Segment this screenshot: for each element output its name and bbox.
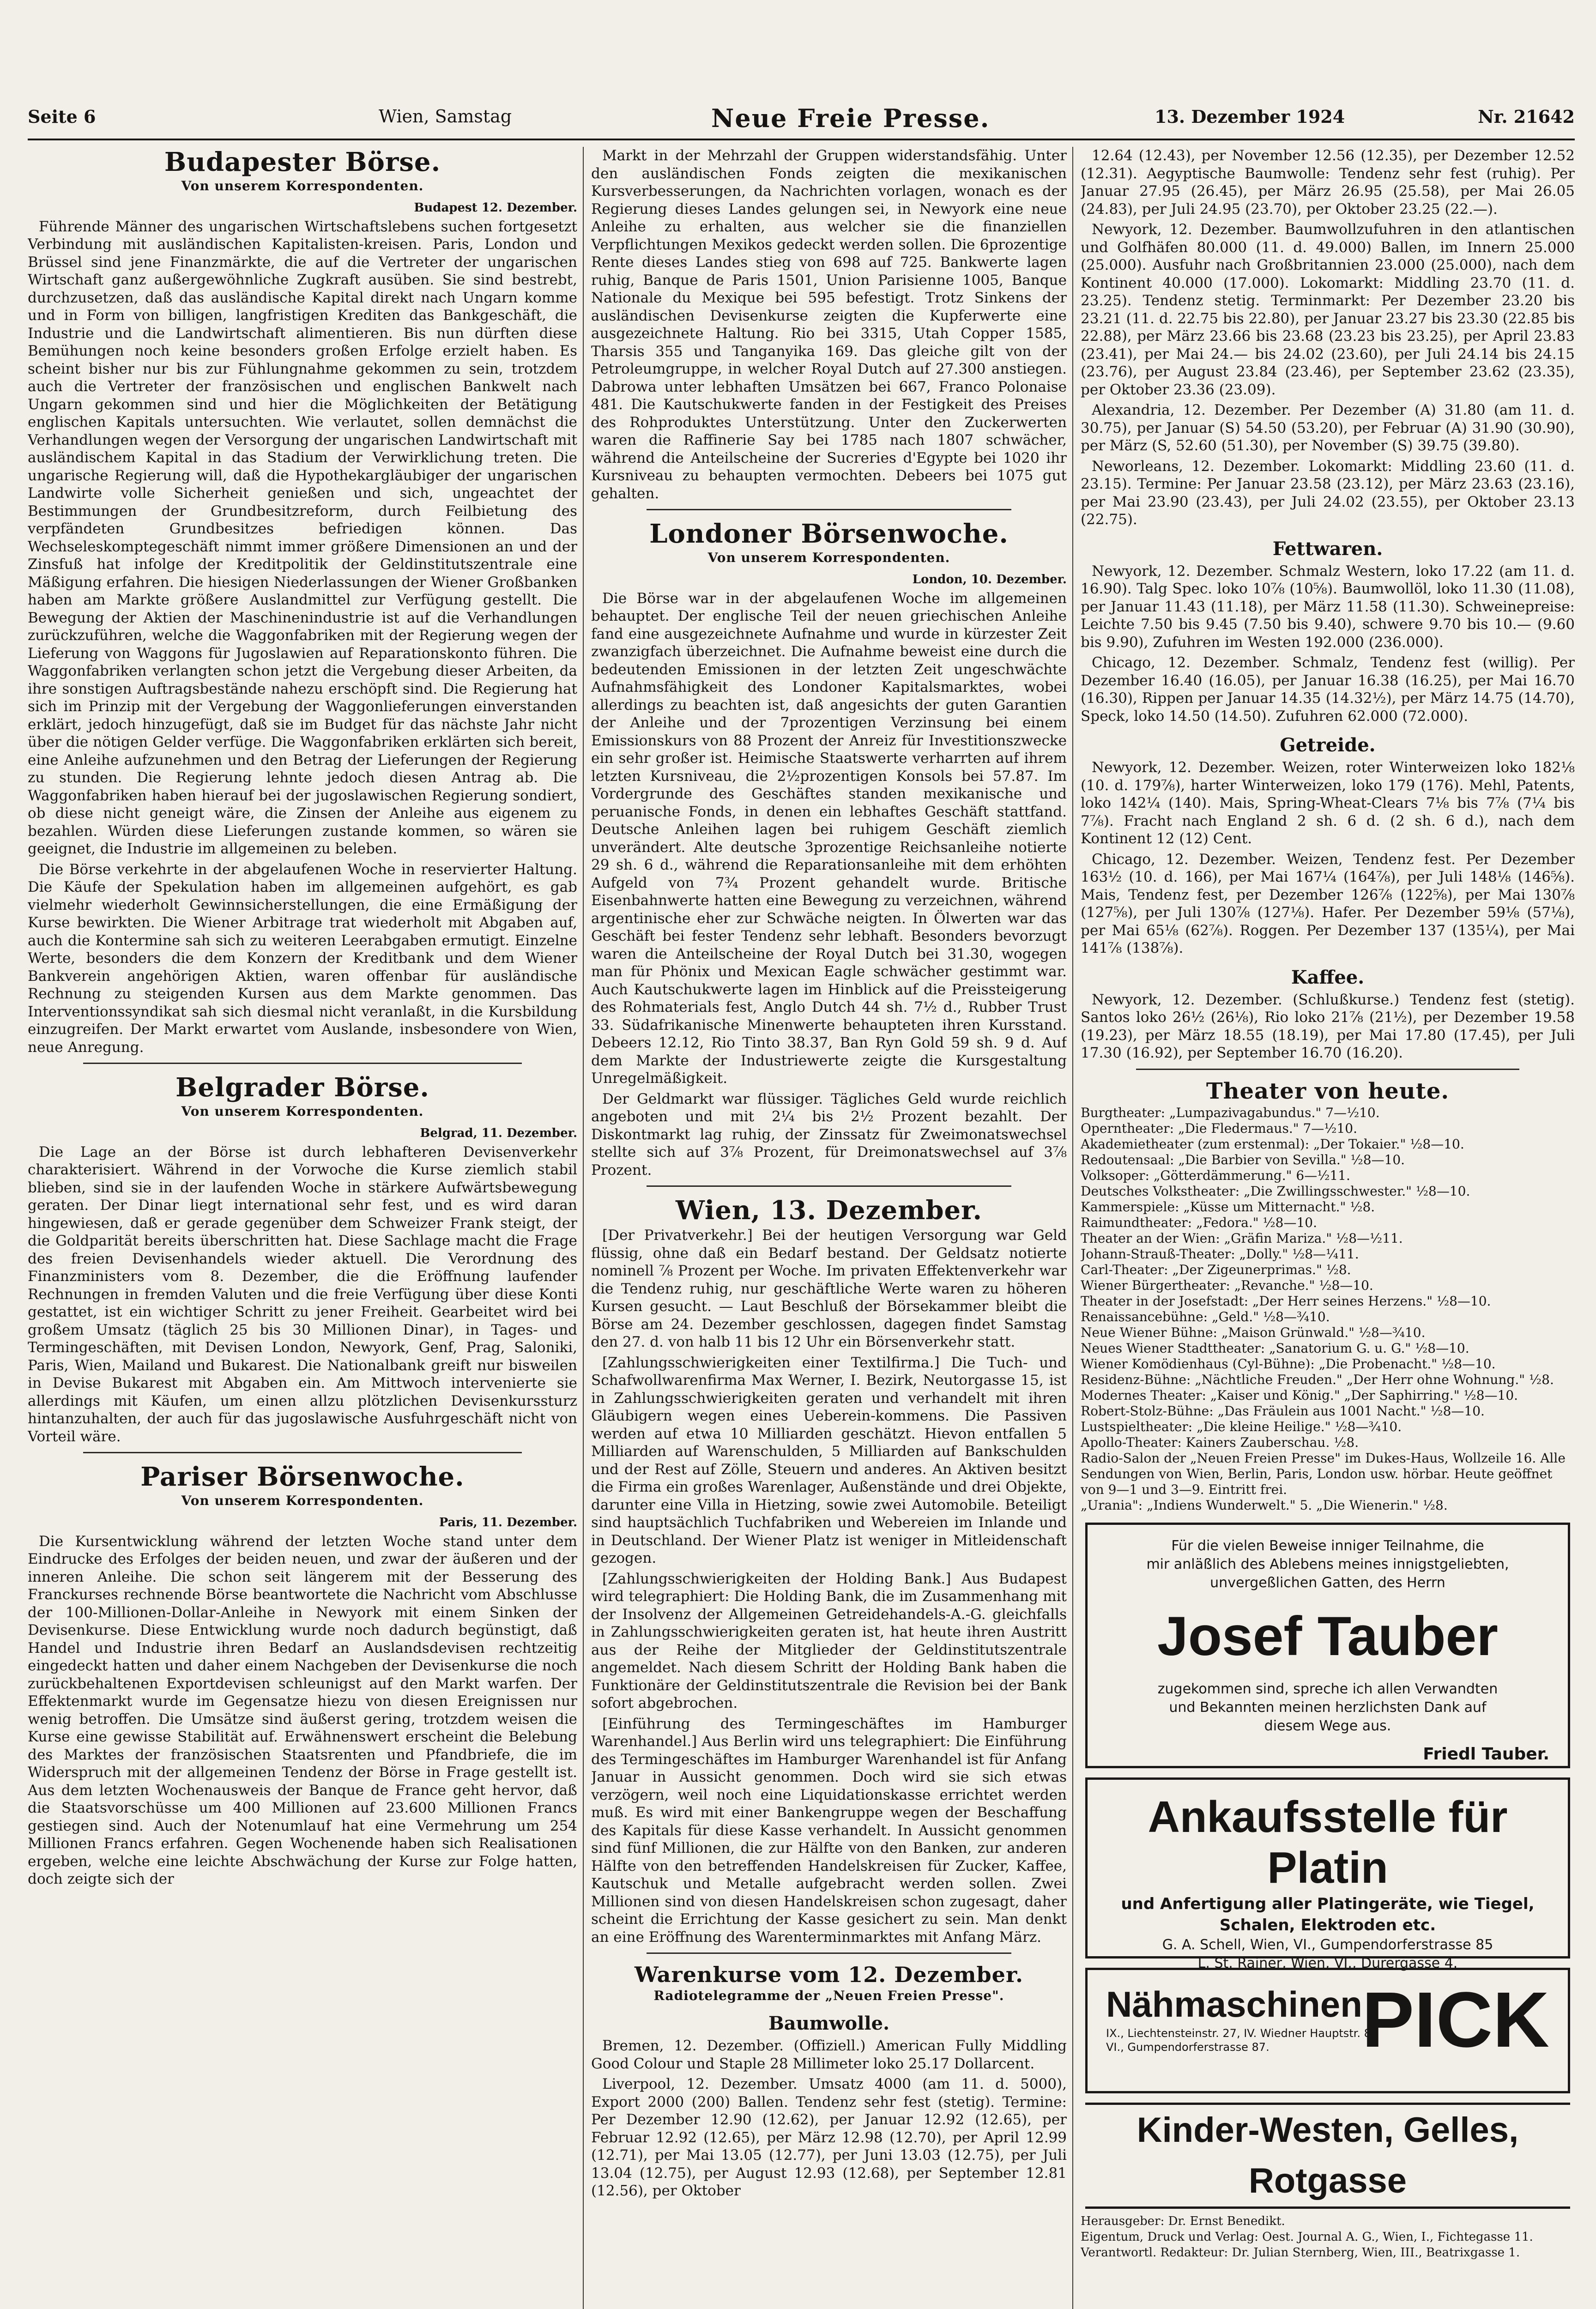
section-heading: Getreide. [1280,734,1376,756]
theater-entry: Deutsches Volkstheater: „Die Zwillingsschwester." ½8—10. [1081,1183,1470,1199]
separator [1136,1069,1519,1070]
ad-text: mir anläßlich des Ablebens meines innigstgeliebten, [1146,1556,1509,1572]
obituary-thanks-ad [1085,1523,1570,1768]
paragraph: Der Geldmarkt war flüssiger. Tägliches Geld wurde reichlich angeboten und mit 2¼ bis 2½ Prozent bezahlt. Der Diskontmarkt lag ruhig, der Zinssatz für Zweimonatswechsel stellte sich auf 3⅞ Prozent, für Dreimonatswechsel auf 3⅞ Prozent. [591,1090,1067,1179]
theater-entry: Modernes Theater: „Kaiser und König." „Der Saphirring." ½8—10. [1081,1387,1518,1403]
ad-name: Josef Tauber [1157,1605,1498,1667]
place-day: Wien, Samstag [379,106,512,127]
ad-text: zugekommen sind, spreche ich allen Verwandten [1157,1680,1498,1697]
issue-date: 13. Dezember 1924 [1155,106,1345,127]
ad-headline: Nähmaschinen [1106,1983,1362,2025]
ad-signature: Friedl Tauber. [1423,1744,1549,1764]
ad-brand: PICK [1361,1976,1549,2064]
belgrad-article [28,1072,577,1445]
theater-entry: Burgtheater: „Lumpazivagabundus." 7—½10. [1081,1105,1380,1120]
theater-entry: Raimundtheater: „Fedora." ½8—10. [1081,1215,1317,1230]
theater-entry: Volksoper: „Götterdämmerung." 6—½11. [1081,1167,1350,1183]
theater-entry: Lustspieltheater: „Die kleine Heilige." ½8—¾10. [1081,1419,1402,1434]
paragraph: Liverpool, 12. Dezember. Umsatz 4000 (am 11. d. 5000), Export 2000 (200) Ballen. Tendenz sehr fest (stetig). Termine: Per Dezember 12.90 (12.62), per Januar 12.92 (12.65), per Februar 12.92 (12.65), per März 12.98 (12.70), per April 12.99 (12.71), per Mai 13.05 (12.77), per Juni 13.03 (12.75), per Juli 13.04 (12.75), per August 12.93 (12.68), per September 12.81 (12.56), per Oktober [591,2076,1067,2199]
ad-address: IX., Liechtensteinstr. 27, IV. Wiedner Hauptstr. 8, [1106,2026,1375,2040]
paragraph: [Der Privatverkehr.] Bei der heutigen Versorgung war Geld flüssig, ohne daß ein Bedarf bestand. Der Geldsatz notierte nominell ⅞ Prozent per Woche. Im privaten Effektenverkehr war die Tendenz ruhig, nur geschäftliche Werte waren zu höheren Kursen gesucht. — Laut Beschluß der Börsekammer bleibt die Börse am 24. Dezember geschlossen, dagegen findet Samstag den 27. d. von halb 11 bis 12 Uhr ein Börsenverkehr statt. [591,1227,1067,1350]
ad-text: und Anfertigung aller Platingeräte, wie Tiegel, Schalen, Elektroden etc. [1121,1894,1535,1934]
paragraph: Newyork, 12. Dezember. Schmalz Western, loko 17.22 (am 11. d. 16.90). Talg Spec. loko 10⅞ (10⅝). Baumwollöl, loko 11.30 (11.08), per Januar 11.43 (11.18), per März 11.58 (11.30). Schweinepreise: Leichte 7.50 bis 9.45 (7.50 bis 9.40), schwere 9.70 bis 10.— (9.60 bis 9.90), Zufuhren im Westen 192.000 (236.000). [1081,562,1575,651]
theater-entry: Operntheater: „Die Fledermaus." 7—½10. [1081,1120,1357,1136]
theater-entry: Apollo-Theater: Kainers Zauberschau. ½8. [1081,1434,1359,1450]
paris-article [28,1462,577,1888]
paragraph: [Einführung des Termingeschäftes im Hamburger Warenhandel.] Aus Berlin wird uns telegraphiert: Die Einführung des Termingeschäftes im Hamburger Warenhandel ist für Anfang Januar in Aussicht genommen. Doch wird sie sich etwas verzögern, weil noch eine Liquidationskasse errichtet werden muß. Es wird mit einer Bankengruppe wegen der Beschaffung des Kapitals für diese Kasse verhandelt. In Aussicht genommen sind fünf Millionen, die zur Hälfte von den Banken, zur anderen Hälfte von den betreffenden Handelskreisen für Zucker, Kaffee, Kautschuk und Metalle aufgebracht werden sollen. Zwei Millionen sind von diesen Handelskreisen schon zugesagt, daher scheint die Errichtung der Kasse gesichert zu sein. Man denkt an eine Eröffnung des Warenterminmarktes mit Anfang März. [591,1715,1067,1946]
theater-entry: Carl-Theater: „Der Zigeunerprimas." ½8. [1081,1262,1351,1277]
imprint-line: Eigentum, Druck und Verlag: Oest. Journal A. G., Wien, I., Fichtegasse 11. [1081,2230,1533,2244]
paragraph-continued: Markt in der Mehrzahl der Gruppen widerstandsfähig. Unter den ausländischen Fonds zeigten die mexikanischen Kursverbesserungen, da Nachrichten vorlagen, wonach es der Regierung dieses Landes gelungen sei, in Newyork eine neue Anleihe zu erhalten, aus welcher sie die finanziellen Verpflichtungen Mexikos gedeckt werden sollen. Die 6prozentige Rente dieses Landes stieg von 698 auf 725. Bankwerte lagen ruhig, Banque de Paris 1501, Union Parisienne 1005, Banque Nationale du Mexique bei 595 befestigt. Trotz Sinkens der ausländischen Devisenkurse zeigten die Kupferwerte eine ausgezeichnete Haltung. Rio bei 3315, Utah Copper 1585, Tharsis 355 und Tanganyika 169. Das gleiche gilt von der Petroleumgruppe, in welcher Royal Dutch auf 27.300 anstiegen. Dabrowa unter lebhaften Umsätzen bei 667, Franco Polonaise 481. Die Kautschukwerte fanden in der Festigkeit des Preises des Rohproduktes Unterstützung. Unter den Zuckerwerten waren die Raffinerie Say bei 1785 nach 1807 schwächer, während die Anteilscheine der Sucreries d'Egypte bei 1020 ihr Kursniveau zu behaupten vermochten. Debeers bei 1075 gut gehalten. [591,147,1067,502]
theater-list [1081,1105,1575,1513]
ad-text: Für die vielen Beweise inniger Teilnahme, die [1171,1537,1484,1554]
article-subtitle: Von unserem Korrespondenten. [181,178,424,193]
separator [83,1452,522,1453]
paragraph: Chicago, 12. Dezember. Weizen, Tendenz fest. Per Dezember 163½ (10. d. 166), per Mai 167¼ (164⅞), per Juli 148⅛ (146⅝). Mais, Tendenz fest, per Dezember 126⅞ (122⅝), per Mai 130⅞ (127⅝), per Juli 130⅞ (127⅛). Hafer. Per Dezember 59⅛ (57⅛), per Mai 65⅛ (62⅞). Roggen. Per Dezember 137 (135¼), per Mai 141⅞ (138⅞). [1081,851,1575,956]
theater-entry: Wiener Komödienhaus (Cyl-Bühne): „Die Probenacht." ½8—10. [1081,1356,1496,1372]
theater-entry: Robert-Stolz-Bühne: „Das Fräulein aus 1001 Nacht." ½8—10. [1081,1403,1485,1419]
imprint-line: Verantwortl. Redakteur: Dr. Julian Sternberg, Wien, III., Beatrixgasse 1. [1081,2245,1520,2260]
theater-entry: Johann-Strauß-Theater: „Dolly." ½8—¼11. [1081,1246,1359,1262]
column-2 [591,147,1067,2309]
platin-ad [1085,1777,1570,1971]
paragraph: Alexandria, 12. Dezember. Per Dezember (A) 31.80 (am 11. d. 30.75), per Januar (S) 54.50 (53.20), per Februar (A) 31.90 (30.90), per März (S, 52.60 (51.30), per November (S) 39.75 (39.80). [1081,402,1575,454]
column-3 [1081,147,1575,2309]
theater-entry: Theater in der Josefstadt: „Der Herr seines Herzens." ½8—10. [1081,1293,1491,1309]
issue-number: Nr. 21642 [1478,106,1575,127]
imprint-line: Herausgeber: Dr. Ernst Benedikt. [1081,2214,1285,2228]
dateline: Budapest 12. Dezember. [414,201,577,215]
section-heading: Baumwolle. [768,2013,889,2034]
paragraph: Chicago, 12. Dezember. Schmalz, Tendenz fest (willig). Per Dezember 16.40 (16.05), per Januar 16.38 (16.25), per Mai 16.70 (16.30), Rippen per Januar 14.35 (14.32½), per März 14.75 (14.70), Speck, loko 14.50 (14.50). Zufuhren 62.000 (72.000). [1081,654,1575,725]
paragraph: Die Börse war in der abgelaufenen Woche im allgemeinen behauptet. Der englische Teil der neuen griechischen Anleihe fand eine ausgezeichnete Aufnahme und wurde in kürzester Zeit zwanzigfach überzeichnet. Die Aufnahme beweist eine durch die bedeutenden Emissionen in der letzten Zeit ungeschwächte Aufnahmsfähigkeit des Londoner Kapitalsmarktes, wobei allerdings zu beachten ist, daß angesichts der guten Garantien der Anleihe und der 7prozentigen Verzinsung bei einem Emissionskurs von 88 Prozent der Anreiz für Investitionszwecke ein sehr großer ist. Heimische Staatswerte verharrten auf ihrem letzten Kursniveau, die 2½prozentigen Konsols bei 57.87. Im Vordergrunde des Geschäftes standen mexikanische und peruanische Fonds, in denen ein lebhaftes Geschäft stattfand. Deutsche Anleihen lagen bei ruhigem Geschäft ziemlich unverändert. Alte deutsche 3prozentige Reichsanleihe notierte 29 sh. 6 d., während die Reparationsanleihe mit dem erhöhten Aufgeld von 7¾ Prozent gehandelt wurde. Britische Eisenbahnwerte hatten eine Bewegung zu verzeichnen, während argentinische eher zur Schwäche neigten. In Ölwerten war das Geschäft bei fester Tendenz sehr lebhaft. Besonders bevorzugt waren die Anteilscheine der Royal Dutch bei 31.30, wogegen man für Phönix und Mexican Eagle schwächer gestimmt war. Auch Kautschukwerte lagen im Hinblick auf die Preissteigerung des Rohmaterials fest, Anglo Dutch 44 sh. 7½ d., Rubber Trust 33. Südafrikanische Minenwerte behaupteten ihren Kursstand. Debeers 12.12, Rio Tinto 38.37, Ban Ryn Gold 59 sh. 9 d. Auf dem Markte der Industriewerte zeigte die Kursgestaltung Unregelmäßigkeit. [591,590,1067,1087]
paragraph: Bremen, 12. Dezember. (Offiziell.) American Fully Middling Good Colour und Staple 28 Millimeter loko 25.17 Dollarcent. [591,2037,1067,2072]
ad-text: und Bekannten meinen herzlichsten Dank auf [1169,1699,1487,1716]
theater-entry: Redoutensaal: „Die Barbier von Sevilla." ½8—10. [1081,1152,1405,1167]
dateline: London, 10. Dezember. [912,573,1067,586]
masthead [28,103,1575,134]
column-1 [28,147,577,2309]
kinder-westen-ad: Kinder-Westen, Gelles, Rotgasse [1085,2103,1570,2209]
separator [647,509,1011,510]
paragraph-continued: 12.64 (12.43), per November 12.56 (12.35), per Dezember 12.52 (12.31). Aegyptische Baumwolle: Tendenz sehr fest (ruhig). Per Januar 27.95 (26.45), per März 26.95 (25.58), per Mai 26.05 (24.83), per Juli 24.95 (23.70), per Oktober 23.25 (22.—). [1081,147,1575,218]
ad-headline: Ankaufsstelle für Platin [1148,1792,1508,1892]
article-title: Warenkurse vom 12. Dezember. [635,1962,1023,1987]
separator [647,1185,1011,1187]
theater-entry: Neue Wiener Bühne: „Maison Grünwald." ½8—¾10. [1081,1324,1426,1340]
ad-text: diesem Wege aus. [1264,1717,1391,1734]
masthead-rule [28,139,1575,140]
article-title: Wien, 13. Dezember. [676,1195,982,1226]
paragraph: Führende Männer des ungarischen Wirtschaftslebens suchen fortgesetzt Verbindung mit ausländischen Kapitalisten-kreisen. Paris, London und Brüssel sind jene Finanzmärkte, die auf die Vertreter der ungarischen Wirtschaft ganz außergewöhnliche Zugkraft ausüben. Sie sind bestrebt, durchzusetzen, daß das ausländische Kapital direkt nach Ungarn komme und in Form von billigen, langfristigen Krediten das Bankgeschäft, die Industrie und die Landwirtschaft alimentieren. Bis nun dürften diese Bemühungen noch keine besonders großen Erfolge erzielt haben. Es scheint bisher nur bis zur Fühlungnahme gekommen zu sein, trotzdem auch die Vertreter der französischen und englischen Bankwelt nach Ungarn gekommen sind und hier die Möglichkeiten der Betätigung englischen Kapitals untersuchten. Wie verlautet, sollen demnächst die Verhandlungen wegen der Versorgung der ungarischen Landwirtschaft mit ausländischem Kapital in das Stadium der Verwirklichung treten. Die ungarische Regierung will, daß die Hypothekargläubiger der ungarischen Landwirte volle Sicherheit genießen und sich, ungeachtet der Bestimmungen der Grundbesitzreform, durch Feilbietung des verpfändeten Grundbesitzes befriedigen können. Das Wechseleskomptegeschäft nimmt immer größere Dimensionen an und der Zinsfuß hat infolge der Kreditpolitik der Geldinstitutszentrale eine Mäßigung erfahren. Die hiesigen Niederlassungen der Wiener Großbanken haben am Markte größere Auslandmittel zur Verfügung gestellt. Die Bewegung der Aktien der Maschinenindustrie ist auf die Verhandlungen zurückzuführen, welche die Waggonfabriken mit der Regierung wegen der Lieferung von Waggons für Jugoslawien auf Reparationskonto führen. Die Waggonfabriken verlangten schon jetzt die Vergebung dieser Arbeiten, da ihre sonstigen Auftragsbestände nahezu erschöpft sind. Die Regierung hat sich im Prinzip mit der Vergebung der Waggonlieferungen einverstanden erklärt, jedoch hinzugefügt, daß sie im Budget für das nächste Jahr nicht über die nötigen Gelder verfüge. Die Waggonfabriken erklärten sich bereit, eine Anleihe aufzunehmen und den Betrag der Lieferungen der Regierung zu stunden. Die Regierung lehnte jedoch diesen Antrag ab. Die Waggonfabriken haben hierauf bei der jugoslawischen Regierung sondiert, ob diese nicht geneigt wäre, die Zinsen der Anleihe aus eigenem zu bezahlen. Würden diese Lieferungen zustande kommen, so wären sie geeignet, die Industrie im allgemeinen zu beleben. [28,218,577,857]
article-subtitle: Von unserem Korrespondenten. [707,550,950,565]
ad-text: unvergeßlichen Gatten, des Herrn [1210,1574,1445,1591]
theater-entry: Residenz-Bühne: „Nächtliche Freuden." „Der Herr ohne Wohnung." ½8. [1081,1372,1554,1387]
paragraph: [Zahlungsschwierigkeiten der Holding Bank.] Aus Budapest wird telegraphiert: Die Holding Bank, die im Zusammenhang mit der Insolvenz der Allgemeinen Getreidehandels-A.-G. gleichfalls in Zahlungsschwierigkeiten geraten ist, hat heute ihren Austritt aus der Reihe der Mitglieder der Geldinstitutszentrale angemeldet. Nach diesem Schritt der Holding Bank haben die Funktionäre der Geldinstitutszentrale die Revision bei der Bank sofort abgebrochen. [591,1570,1067,1711]
theater-entry: Wiener Bürgertheater: „Revanche." ½8—10. [1081,1277,1373,1293]
paragraph: Die Kursentwicklung während der letzten Woche stand unter dem Eindrucke des Erfolges der beiden neuen, und zwar der äußeren und der inneren Anleihe. Die schon seit längerem mit der Besserung des Franckurses rechnende Börse beantwortete die Nachricht vom Abschlusse der 100-Millionen-Dollar-Anleihe in Newyork mit einem Sinken der Devisenkurse. Diese Entwicklung wurde noch dadurch begünstigt, daß Handel und Industrie ihren Bedarf an Auslandsdevisen rechtzeitig eingedeckt hatten und daher einem Nachgeben der Devisenkurse die noch zurückbehaltenen Exportdevisen schleunigst auf den Markt warfen. Der Effektenmarkt wurde im Gegensatze hiezu von diesen Ereignissen nur wenig betroffen. Die Umsätze sind äußerst gering, trotzdem weisen die Kurse eine gewisse Stabilität auf. Erwähnenswert erscheint die Belebung des Marktes der französischen Staatsrenten und Pfandbriefe, die im Widerspruch mit der allgemeinen Tendenz der Börse in Frage gestellt ist. Aus dem letzten Wochenausweis der Banque de France geht hervor, daß die Staatsvorschüsse um 400 Millionen auf 23.600 Millionen Francs gestiegen sind. Auch der Notenumlauf hat eine Vermehrung um 254 Millionen Francs erfahren. Gegen Wochenende haben sich Realisationen ergeben, welche eine leichte Abschwächung der Kurse zur Folge hatten, doch zeigte sich der [28,1533,577,1887]
separator [83,1063,522,1064]
dateline: Paris, 11. Dezember. [439,1516,577,1529]
theater-entry: Radio-Salon der „Neuen Freien Presse" im Dukes-Haus, Wollzeile 16. Alle Sendungen von Wien, Berlin, Paris, London usw. hörbar. Heute geöffnet von 9—1 und 3—9. Eintritt frei. [1081,1450,1566,1497]
ad-address: G. A. Schell, Wien, VI., Gumpendorferstrasse 85 [1162,1936,1493,1953]
article-title: Belgrader Börse. [175,1072,429,1103]
article-title: Londoner Börsenwoche. [649,519,1009,549]
ad-address: VI., Gumpendorferstrasse 87. [1106,2040,1270,2054]
wien-article [591,1195,1067,1946]
newspaper-title: Neue Freie Presse. [711,103,990,133]
section-title: Theater von heute. [1206,1078,1450,1104]
section-heading: Fettwaren. [1272,538,1383,560]
theater-entry: Neues Wiener Stadttheater: „Sanatorium G. u. G." ½8—10. [1081,1340,1469,1356]
theater-entry: Renaissancebühne: „Geld." ½8—¾10. [1081,1309,1330,1324]
separator [647,1952,1011,1954]
column-rule [583,147,584,2309]
warenkurse-article [591,1962,1067,2200]
article-subtitle: Von unserem Korrespondenten. [181,1493,424,1508]
theater-entry: Theater an der Wien: „Gräfin Mariza." ½8—½11. [1081,1230,1403,1246]
paragraph: Newyork, 12. Dezember. Baumwollzufuhren in den atlantischen und Golfhäfen 80.000 (11. d. 49.000) Ballen, im Innern 25.000 (25.000). Ausfuhr nach Großbritannien 23.000 (25.000), nach dem Kontinent 40.000 (17.000). Lokomarkt: Middling 23.70 (11. d. 23.25). Tendenz stetig. Terminmarkt: Per Dezember 23.20 bis 23.21 (11. d. 22.75 bis 22.80), per Januar 23.27 bis 23.30 (22.85 bis 22.88), per März 23.66 bis 23.68 (23.23 bis 23.25), per April 23.83 (23.41), per Mai 24.— bis 24.02 (23.60), per Juli 24.14 bis 24.15 (23.76), per August 23.84 (23.46), per September 23.62 (23.35), per Oktober 23.36 (23.09). [1081,221,1575,398]
theater-entry: Kammerspiele: „Küsse um Mitternacht." ½8. [1081,1199,1375,1215]
paragraph: Neworleans, 12. Dezember. Lokomarkt: Middling 23.60 (11. d. 23.15). Termine: Per Januar 23.58 (23.12), per März 23.63 (23.16), per Mai 23.90 (23.43), per Juli 24.02 (23.55), per Oktober 23.13 (22.75). [1081,458,1575,528]
paragraph: Die Lage an der Börse ist durch lebhafteren Devisenverkehr charakterisiert. Während in der Vorwoche die Kurse ziemlich stabil blieben, sind sie in der laufenden Woche in stärkere Aufwärtsbewegung geraten. Der Dinar liegt international sehr fest, und es wird daran hingewiesen, daß er gerade gegenüber dem Schweizer Frank steigt, der die Goldparität bereits überschritten hat. Diese Sachlage macht die Frage des freien Devisenhandels wieder aktuell. Die Verordnung des Finanzministers vom 8. Dezember, die die Eröffnung laufender Rechnungen in fremden Valuten und die freie Verfügung über diese Konti gestattet, ist ein wichtiger Schritt zu jener Freiheit. Gearbeitet wird bei großem Umsatz (täglich 25 bis 30 Millionen Dinar), in Tages- und Termingeschäften, mit Devisen London, Newyork, Genf, Prag, Saloniki, Paris, Wien, Mailand und Bukarest. Die Nationalbank greift nur bisweilen in Devise Bukarest mit Abgaben ein. Am Mittwoch intervenierte sie allerdings mit Käufen, um einen allzu plötzlichen Devisenkurssturz hintanzuhalten, der auch für das jugoslawische Ausfuhrgeschäft nicht von Vorteil wäre. [28,1143,577,1445]
paragraph: Newyork, 12. Dezember. Weizen, roter Winterweizen loko 182⅛ (10. d. 179⅞), harter Winterweizen, loko 179 (176). Mehl, Patents, loko 142¼ (140). Mais, Spring-Wheat-Clears 7⅛ bis 7⅞ (7¼ bis 7⅞). Fracht nach England 2 sh. 6 d. (2 sh. 6 d.), nach dem Kontinent 12 (12) Cent. [1081,759,1575,847]
article-title: Budapester Börse. [164,147,441,177]
section-heading: Kaffee. [1291,966,1365,988]
theater-listing [1081,1078,1575,1513]
page-number: Seite 6 [28,106,96,127]
article-title: Pariser Börsenwoche. [140,1462,465,1492]
ad-address: L. St. Rainer, Wien, VI., Dürergasse 4. [1197,1955,1458,1971]
column-rule [1072,147,1073,2309]
paragraph: [Zahlungsschwierigkeiten einer Textilfirma.] Die Tuch- und Schafwollwarenfirma Max Werner, I. Bezirk, Neutorgasse 15, ist in Zahlungsschwierigkeiten geraten und verhandelt mit ihren Gläubigern wegen eines Ueberein-kommens. Die Passiven werden auf etwa 10 Milliarden geschätzt. Hievon entfallen 5 Milliarden auf Warenschulden, 5 Milliarden auf Bankschulden und der Rest auf Zölle, Steuern und anderes. An Aktiven besitzt die Firma ein großes Warenlager, Außenstände und drei Objekte, darunter eine Villa in Hietzing, sowie zwei Automobile. Beteiligt sind hauptsächlich Tuchfabriken und Webereien im Inlande und in Deutschland. Der Wiener Platz ist weniger in Mitleidenschaft gezogen. [591,1354,1067,1566]
dateline: Belgrad, 11. Dezember. [420,1126,577,1140]
imprint [1081,2213,1575,2261]
sewing-machine-ad [1085,1968,1570,2093]
theater-entry: Akademietheater (zum erstenmal): „Der Tokaier." ½8—10. [1081,1136,1464,1152]
london-article [591,519,1067,1179]
article-subtitle: Von unserem Korrespondenten. [181,1104,424,1119]
article-subtitle: Radiotelegramme der „Neuen Freien Presse". [653,1988,1004,2003]
paragraph: Die Börse verkehrte in der abgelaufenen Woche in reservierter Haltung. Die Käufe der Spekulation haben im allgemeinen aufgehört, es gab vielmehr wiederholt Gewinnsicherstellungen, die eine Ermäßigung der Kurse bewirkten. Die Wiener Arbitrage trat wiederholt mit Abgaben auf, auch die Kontermine sah sich zu weiteren Leerabgaben ermutigt. Einzelne Werte, besonders die dem Konzern der Kreditbank und dem Wiener Bankverein angehörigen Aktien, waren offenbar für ausländische Rechnung zu steigenden Kursen aus dem Markte genommen. Das Interventionssyndikat sah sich diesmal nicht veranlaßt, in die Kursbildung einzugreifen. Der Markt erwartet vom Auslande, insbesondere von Wien, neue Anregung. [28,861,577,1056]
paragraph: Newyork, 12. Dezember. (Schlußkurse.) Tendenz fest (stetig). Santos loko 26½ (26⅛), Rio loko 21⅞ (21½), per Dezember 19.58 (19.23), per März 18.55 (18.19), per Mai 17.80 (17.45), per Juli 17.30 (16.92), per September 16.70 (16.20). [1081,991,1575,1061]
theater-entry: „Urania": „Indiens Wunderwelt." 5. „Die Wienerin." ½8. [1081,1497,1448,1513]
budapest-article [28,147,577,1056]
